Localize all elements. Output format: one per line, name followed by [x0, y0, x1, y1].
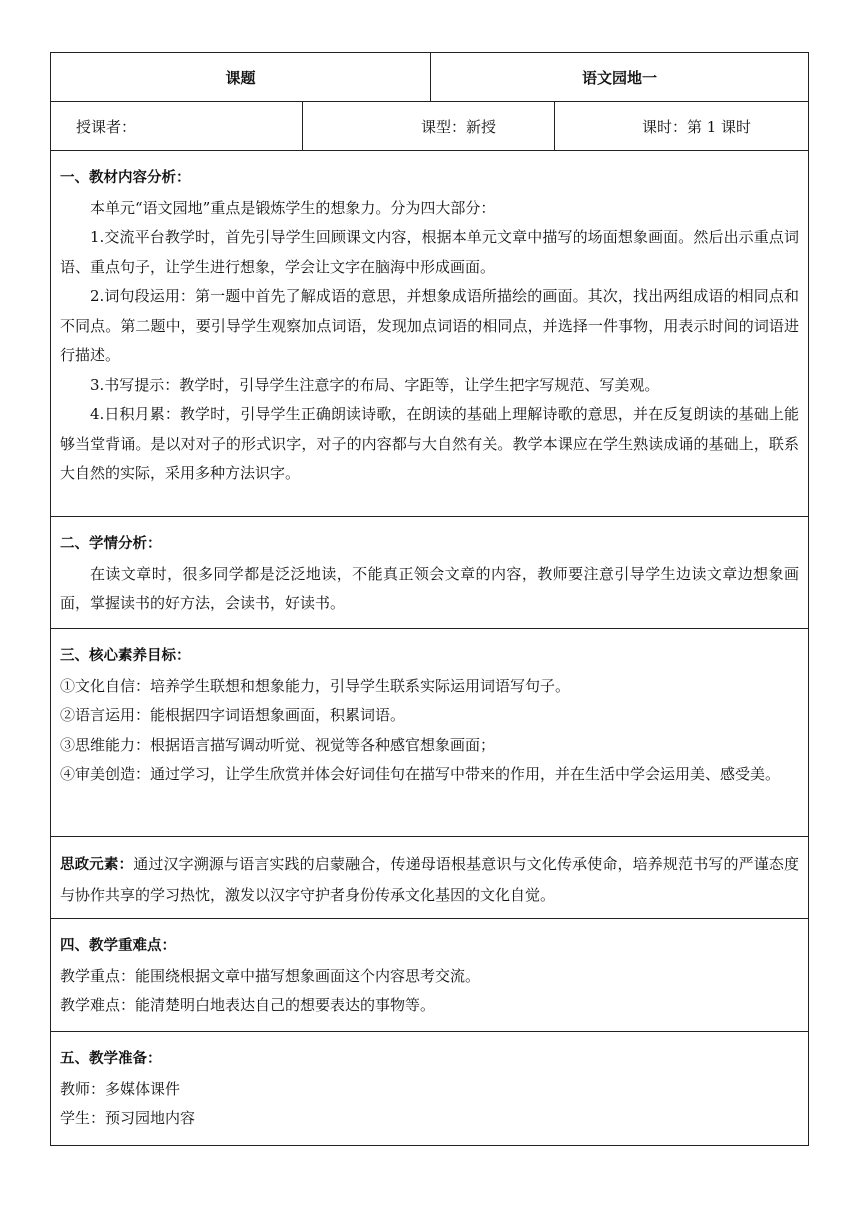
ideology-paragraph [60, 850, 799, 910]
student-analysis-text: 在读文章时，很多同学都是泛泛地读，不能真正领会文章的内容，教师要注意引导学生边读文章边想象画面，掌握读书的好方法，会读书，好读书。 [60, 564, 799, 612]
material-analysis-heading: 一、教材内容分析： [60, 170, 191, 186]
key-difficulty-section [51, 919, 808, 1032]
topic-label: 课题 [51, 53, 431, 101]
material-analysis-item: 4.日积月累：教学时，引导学生正确朗读诗歌，在朗读的基础上理解诗歌的意思，并在反复朗读的基础上能够当堂背诵。是以对对子的形式识字，对子的内容都与大自然有关。教学本课应在学生熟读成诵的基础上，联系大自然的实际，采用多种方法识字。 [60, 405, 799, 482]
preparation-section [51, 1032, 808, 1145]
preparation-heading: 五、教学准备： [60, 1051, 162, 1067]
material-analysis-section [51, 151, 808, 517]
core-goal-item: ②语言运用：能根据四字词语想象画面，积累词语。 [60, 706, 406, 724]
title-row [51, 53, 808, 102]
teacher-cell: 授课者： [51, 102, 303, 150]
ideology-text: 通过汉字溯源与语言实践的启蒙融合，传递母语根基意识与文化传承使命，培养规范书写的严谨态度与协作共享的学习热忱，激发以汉字守护者身份传承文化基因的文化自觉。 [60, 855, 800, 904]
core-goal-item: ④审美创造：通过学习，让学生欣赏并体会好词佳句在描写中带来的作用，并在生活中学会运用美、感受美。 [60, 765, 781, 783]
key-point-text: 教学重点：能围绕根据文章中描写想象画面这个内容思考交流。 [60, 966, 481, 985]
student-analysis-section [51, 517, 808, 629]
material-analysis-item: 2.词句段运用：第一题中首先了解成语的意思，并想象成语所描绘的画面。其次，找出两组成语的相同点和不同点。第二题中，要引导学生观察加点词语，发现加点词语的相同点，并选择一件事物，用表示时间的词语进行描述。 [60, 287, 799, 364]
teacher-prep-text: 教师：多媒体课件 [60, 1079, 181, 1098]
core-goals-section [51, 629, 808, 837]
material-analysis-item: 1.交流平台教学时，首先引导学生回顾课文内容，根据本单元文章中描写的场面想象画面。然后出示重点词语、重点句子，让学生进行想象，学会让文字在脑海中形成画面。 [60, 228, 799, 276]
meta-row [51, 102, 808, 151]
topic-value: 语文园地一 [581, 68, 657, 87]
key-difficulty-heading: 四、教学重难点： [60, 938, 176, 954]
core-goal-item: ③思维能力：根据语言描写调动听觉、视觉等各种感官想象画面； [60, 735, 496, 754]
lesson-type-cell: 课型：新授 [303, 102, 555, 150]
student-prep-text: 学生：预习园地内容 [60, 1109, 196, 1127]
ideology-section [51, 837, 808, 919]
ideology-label: 思政元素： [60, 857, 134, 873]
lesson-plan-table [50, 52, 809, 1146]
lesson-time-cell: 课时：第 1 课时 [641, 117, 752, 136]
material-analysis-intro: 本单元“语文园地”重点是锻炼学生的想象力。分为四大部分： [90, 198, 496, 217]
student-analysis-heading: 二、学情分析： [60, 536, 162, 552]
core-goal-item: ①文化自信：培养学生联想和想象能力，引导学生联系实际运用词语写句子。 [60, 676, 571, 695]
core-goals-heading: 三、核心素养目标： [60, 648, 191, 664]
material-analysis-item: 3.书写提示：教学时，引导学生注意字的布局、字距等，让学生把字写规范、写美观。 [90, 375, 660, 394]
hard-point-text: 教学难点：能清楚明白地表达自己的想要表达的事物等。 [60, 996, 436, 1014]
